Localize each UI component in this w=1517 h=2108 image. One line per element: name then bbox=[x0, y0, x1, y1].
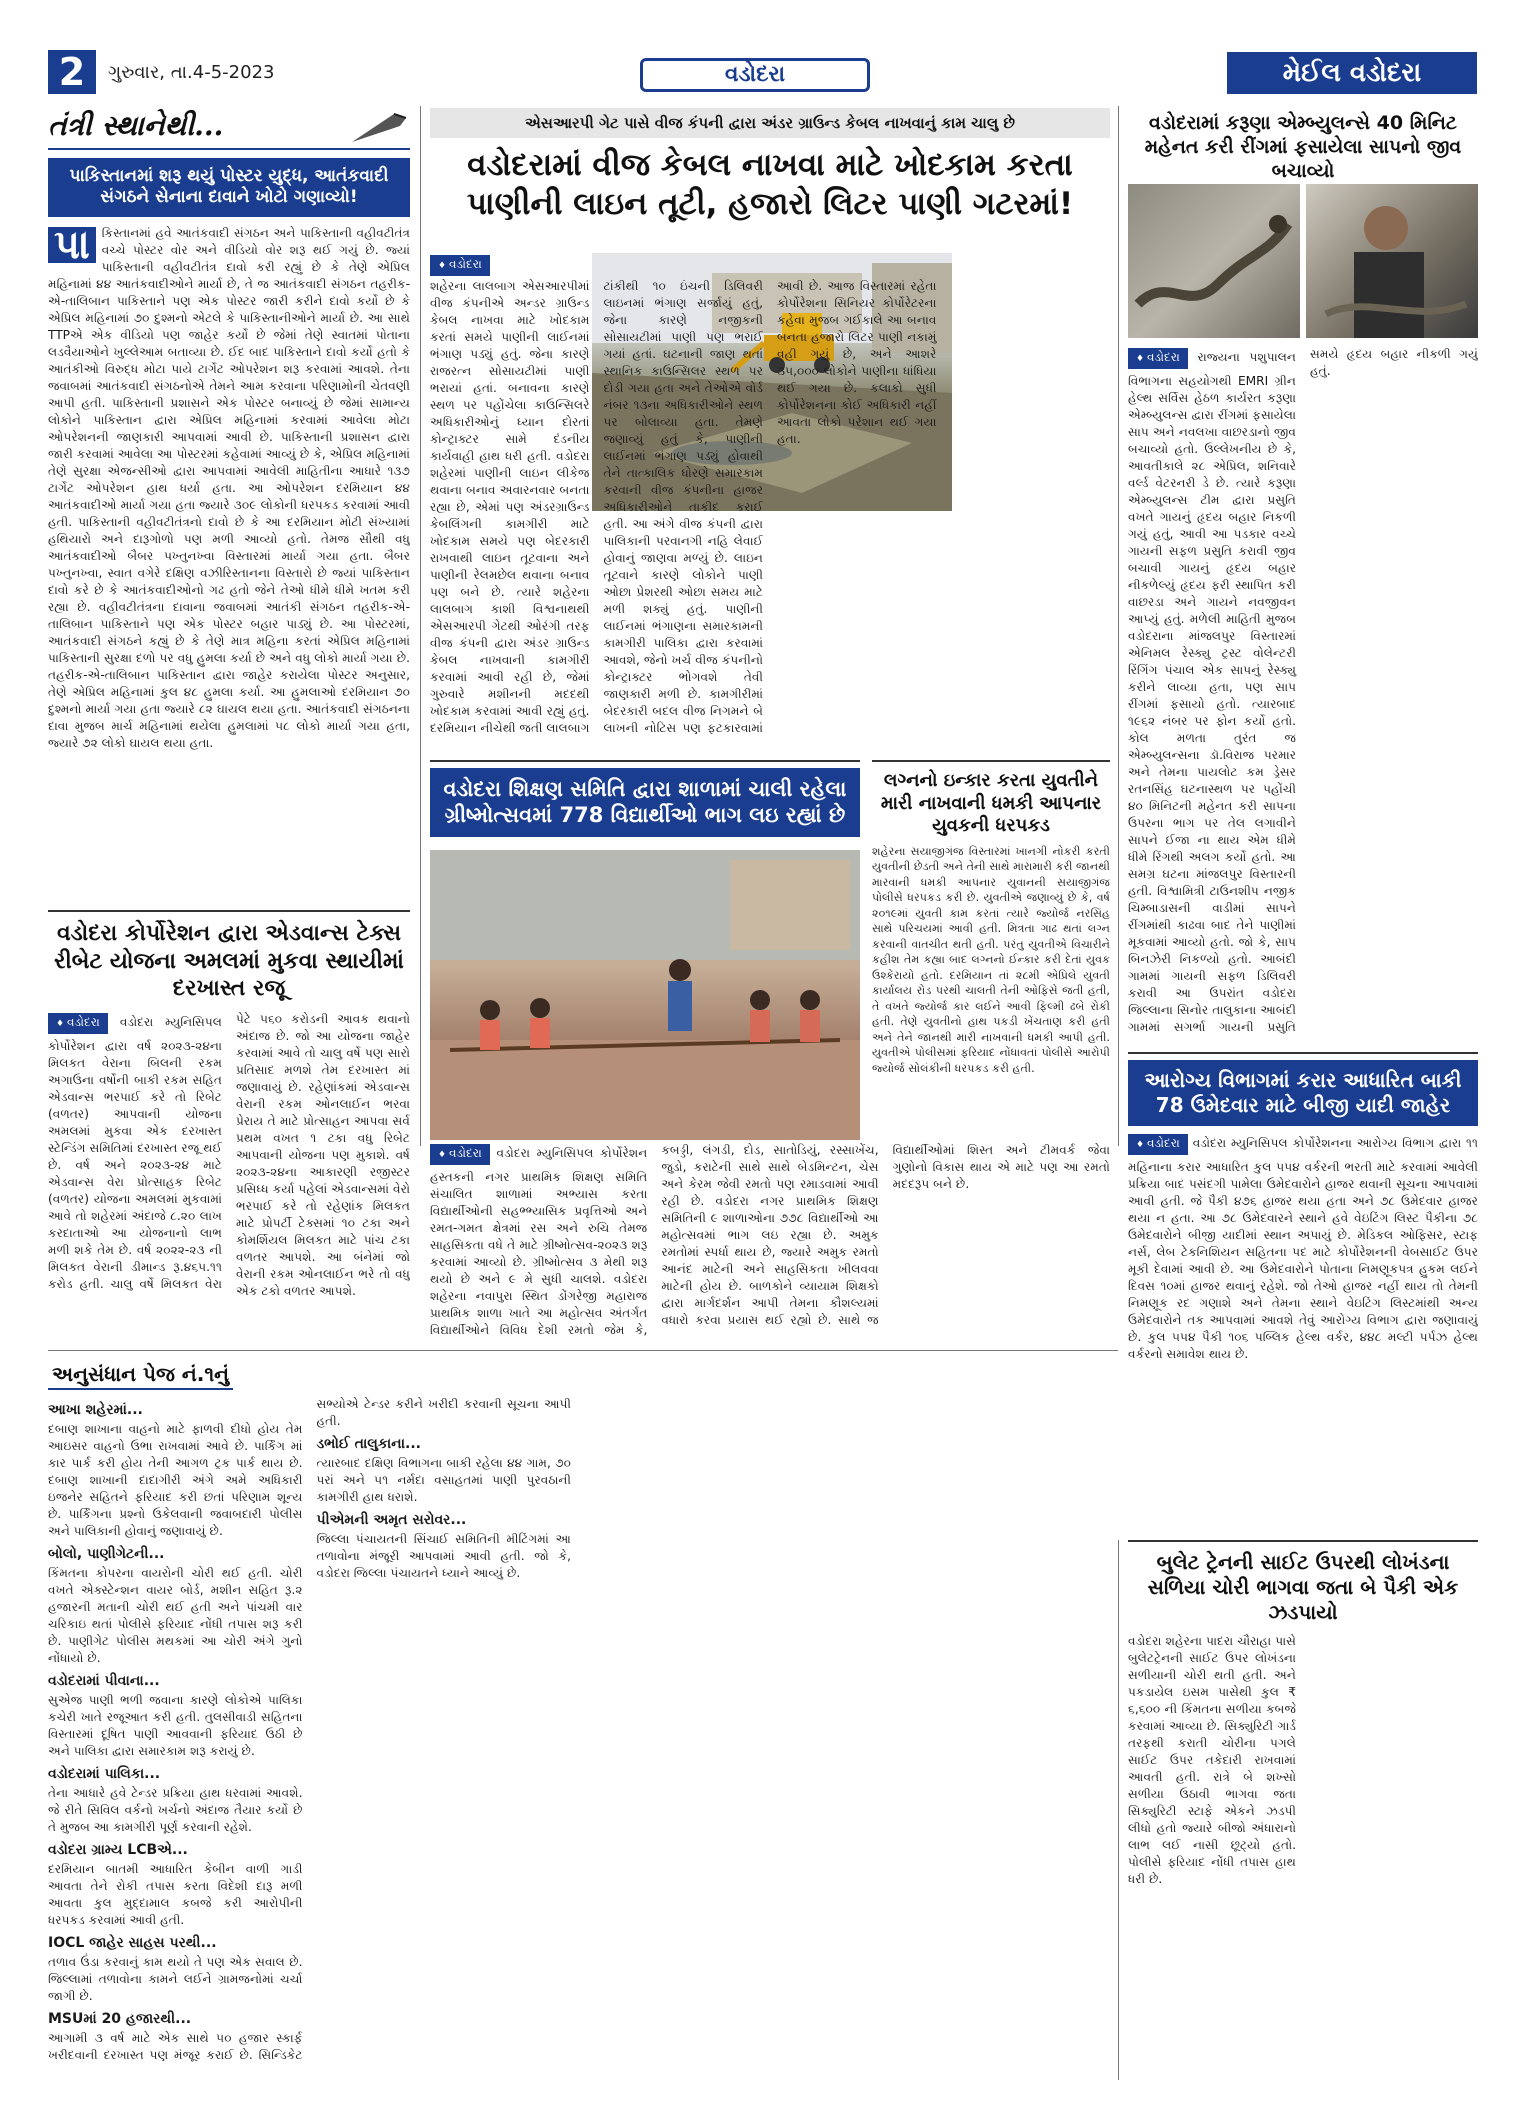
continuation-body: દરમિયાન બાતમી આધારિત કેબીન વાળી ગાડી આવતા તેને રોકી તપાસ કરતા વિદેશી દારૂ મળી આવતા કુલ મુદ્દામાલ કબજે કરી આરોપીની ધરપકડ કરવામાં આવી હતી. bbox=[48, 1862, 303, 1927]
editorial-headline: પાકિસ્તાનમાં શરૂ થયું પોસ્ટર યુદ્ધ, આતંકવાદી સંગઠને સેનાના દાવાને ખોટો ગણાવ્યો! bbox=[48, 158, 410, 217]
tax-rebate-body: વડોદરા મ્યુનિસિપલ કોર્પોરેશન દ્વારા વર્ષ ૨૦૨૩-૨૪ના મિલકત વેરાના બિલની રકમ અગાઉના વર્ષોની બાકી રકમ સહિત એડવાન્સ ભરપાઈ કરે તો રિબેટ (વળતર) આપવાની યોજના અમલમાં મુકવા એક દરખાસ્ત સ્ટેન્ડિંગ સમિતિમાં દરખાસ્ત રજૂ થઈ છે. વર્ષ અને ૨૦૨૩-૨૪ માટે એડવાન્સ વેરા પ્રોત્સાહક રિબેટ (વળતર) યોજના અમલમાં મુકવામાં આવે તો શહેરમાં અંદાજે ૮.૨૦ લાખ કરદાતાઓ આ યોજનાનો લાભ મળી શકે તેમ છે. વર્ષ ૨૦૨૨-૨૩ ની મિલકત વેરાની ડીમાન્ડ રૂ.૪૬૫.૧૧ કરોડ હતી. ચાલુ વર્ષે મિલકત વેરા પેટે ૫૬૦ કરોડની આવક થવાનો અંદાજ છે. જો આ યોજના જાહેર કરવામાં આવે તો ચાલુ વર્ષે પણ સારો પ્રતિસાદ મળશે તેમ દરખાસ્ત માં જણાવાયું છે. રહેણાંકમાં એડવાન્સ વેરાની રકમ ઓનલાઈન ભરવા પ્રેરાય તે માટે પ્રોત્સાહન આપવા સર્વ પ્રથમ વખત ૧ ટકા વધુ રિબેટ આપવાની યોજના પણ મુકાશે. વર્ષ ૨૦૨૩-૨૪ના આકારણી રજીસ્ટર પ્રસિધ્ધ કર્યા પહેલાં એડવાન્સમાં વેરો ભરપાઈ કરે તો રહેણાંક મિલકત માટે પ્રોપર્ટી ટેક્સમાં ૧૦ ટકા અને કોમર્શિયલ મિલકત માટે પાંચ ટકા વળતર આપશે. આ બંનેમાં જો વેરાની રકમ ઓનલાઈન ભરે તો વધુ એક ટકો વળતર આપશે. bbox=[48, 1011, 410, 1298]
page-number: 2 bbox=[48, 50, 96, 94]
health-recruit-article bbox=[1128, 1052, 1478, 1532]
continuation-item bbox=[48, 1673, 303, 1760]
recruit-headline: આરોગ્ય વિભાગમાં કરાર આધારિત બાકી 78 ઉમેદવાર માટે બીજી યાદી જાહેર bbox=[1128, 1060, 1478, 1126]
dateline-tag: ♦ વડોદરા bbox=[430, 255, 490, 276]
cable-body: શહેરના લાલબાગ એસઆરપીમાં વીજ કંપનીએ અન્ડર ગ્રાઉન્ડ કેબલ નાખવા માટે ખોદકામ કરતાં સમયે પાણીની લાઈનમાં ભંગાણ પડ્યું હતું. જેના કારણે રાજરત્ન સોસાયટીમાં પાણી ભરાયાં હતાં. બનાવના કારણે સ્થળ પર પહોંચેલા કાઉન્સિલરે અધિકારીઓનું ધ્યાન દોરતાં કોન્ટ્રાક્ટર સામે દંડનીય કાર્યવાહી હાથ ધરી હતી. વડોદરા શહેરમાં પાણીની લાઇન લીકેજ થવાના બનાવ અવારનવાર બનતા રહ્યા છે, એમાં પણ અંડરગ્રાઉન્ડ કેબલિંગની કામગીરી માટે ખોદકામ સમયે પણ બેદરકારી રાખવાથી લાઇન તૂટવાના અને પાણીની રેલમછેલ થવાના બનાવ પણ બને છે. ત્યારે શહેરના લાલબાગ કાશી વિશ્વનાથથી એસઆરપી ગેટથી ઓરંગી તરફ વીજ કંપની દ્વારા અંડર ગ્રાઉન્ડ કેબલ નાખવાની કામગીરી કરવામાં આવી રહી છે, જેમાં ગુરુવારે મશીનની મદદથી ખોદકામ કરવામાં આવી રહ્યું હતું. દરમિયાન નીચેથી જતી લાલબાગ ટાંકીથી ૧૦ ઇંચની ડિલિવરી લાઇનમાં ભંગાણ સર્જાયું હતું, જેના કારણે નજીકની સોસાયટીમાં પાણી પણ ભરાઈ ગયાં હતાં. ઘટનાની જાણ થતાં સ્થાનિક કાઉન્સિલર સ્થળ પર દોડી ગયા હતા અને તેઓએ વોર્ડ નંબર ૧૩ના અધિકારીઓને સ્થળ પર બોલાવ્યા હતા. તેમણે જણાવ્યું હતું કે, પાણીની લાઈનમાં ભંગાણ પડ્યું હોવાથી તેને તાત્કાલિક ધોરણે સમારકામ કરવાની વીજ કંપનીના હાજર અધિકારીઓને તાકીદ કરાઈ હતી. આ અંગે વીજ કંપની દ્વારા પાલિકાની પરવાનગી નહિ લેવાઈ હોવાનું જાણવા મળ્યું છે. લાઇન તૂટવાને કારણે લોકોને પાણી ઓછા પ્રેશરથી ઓછા સમય માટે મળી શક્યું હતું. પાણીની લાઈનમાં ભંગાણના સમારકામની કામગીરી પાલિકા દ્વારા કરવામાં આવશે, જેનો ખર્ચ વીજ કંપનીનો કોન્ટ્રાક્ટર ભોગવશે તેવી જાણકારી મળી છે. કામગીરીમાં બેદરકારી બદલ વીજ નિગમને બે લાખની નોટિસ પણ ફટકારવામાં આવી છે. આજ વિસ્તારમાં રહેતા કોર્પોરેશના સિનિયર કોર્પોરેટરના કહેવા મુજબ ગઈકાલે આ બનાવ બનતા હજારો લિટર પાણી નકામું વહી ગયું છે, અને આશરે ૩૫,૦૦૦ લોકોને પાણીના ધાંધિયા થઈ ગયા છે. કલાકો સુધી કોર્પોરેશનના કોઈ અધિકારી નહીં આવતા લોકો પરેશાન થઈ ગયા હતા. bbox=[430, 279, 937, 735]
dateline-tag: ♦ વડોદરા bbox=[1128, 348, 1188, 369]
continuation-body: તળાવ ઉંડા કરવાનું કામ થયો તે પણ એક સવાલ છે. જિલ્લામાં તળાવોના કામને લઈને ગ્રામજનોમાં ચર્ચા જાગી છે. bbox=[48, 1955, 303, 2003]
snake-headline: વડોદરામાં કરૂણા એમ્બ્યુલન્સે 40 મિનિટ મહેનત કરી રીંગમાં ફસાયેલા સાપનો જીવ બચાવ્યો bbox=[1144, 112, 1462, 182]
editorial-body: કિસ્તાનમાં હવે આતંકવાદી સંગઠન અને પાકિસ્તાની વહીવટીતંત્ર વચ્ચે પોસ્ટર વોર અને વીડિયો વોર શરૂ થઈ ગયું છે. જ્યાં પાકિસ્તાની વહીવટીતંત્ર દાવો કરી રહ્યું છે કે તેણે એપ્રિલ મહિનામાં ૪૪ આતંકવાદીઓને માર્યા છે, તે જ આતંકવાદી સંગઠન તહરીક-એ-તાલિબાન પાકિસ્તાને પણ એક પોસ્ટર જારી કરીને દાવો કર્યો છે કે એપ્રિલ મહિનામાં ૭૦ દુશ્મનો એટલે કે પાકિસ્તાનીઓને માર્યા છે. આ સાથે TTPએ એક વીડિયો પણ જાહેર કર્યો છે જેમાં તેણે સ્વાતમાં પોતાના લડવૈયાઓને ખુલ્લેઆમ બતાવ્યા છે. ઈદ બાદ પાકિસ્તાને દાવો કર્યો હતો કે આતંકીઓ વિરુદ્ધ મોટા પાયે ટાર્ગેટ ઓપરેશન શરૂ કરવામાં આવશે. તેના જવાબમાં આતંકવાદી સંગઠનોએ તેમને આમ કરવાના પરિણામોની ચેતવણી આપી હતી. પાકિસ્તાની પ્રશાસને એક પોસ્ટર બનાવ્યું છે જેમાં સામાન્ય લોકોને પાકિસ્તાન દ્વારા એપ્રિલ મહિનામાં કરવામાં આવેલા મોટા ઓપરેશનની જાણકારી આપવામાં આવી છે. પાકિસ્તાની પ્રશાસન દ્વારા જારી કરવામાં આવેલા આ પોસ્ટરમાં કહેવામાં આવ્યું છે કે, એપ્રિલ મહિનામાં તેણે સુરક્ષા એજન્સીઓ દ્વારા આપવામાં આવેલી માહિતીના આધારે ૧૩૭ ટાર્ગેટ ઓપરેશન હાથ ધર્યા હતા. આ ઓપરેશન દરમિયાન ૪૪ આતંકવાદીઓ માર્યા ગયા હતા જ્યારે ૩૦૯ લોકોની ધરપકડ કરવામાં આવી હતી. પાકિસ્તાની વહીવટીતંત્રનો દાવો છે કે આ દરમિયાન મોટી સંખ્યામાં હથિયારો અને દારૂગોળો પણ મળી આવ્યો હતો. તેમજ સૌથી વધુ આતંકવાદીઓ બૈબર પખ્તુનખ્વા વિસ્તારમાં માર્યા ગયા હતા. બૈબર પખ્તુનખ્વા, સ્વાત વગેરે દક્ષિણ વઝીરિસ્તાનના વિસ્તારો છે જ્યાં પાકિસ્તાન દાવો કરે છે કે આતંકવાદીઓનો ગઢ હતો જેને તેઓ ધીમે ધીમે ખતમ કરી રહ્યા છે. વહીવટીતંત્રના દાવાના જવાબમાં આતંકી સંગઠન તહરીક-એ-તાલિબાન પાકિસ્તાને પણ એક પોસ્ટર બહાર પાડ્યું છે. આ પોસ્ટરમાં, આતંકવાદી સંગઠને કહ્યું છે કે તેણે માત્ર મહિના કરતાં એપ્રિલ મહિનામાં પાકિસ્તાની સુરક્ષા દળો પર વધુ હુમલા કર્યા છે અને વધુ લોકો માર્યા ગયા છે. તહરીક-એ-તાલિબાન પાકિસ્તાન દ્વારા જાહેર કરાયેલા પોસ્ટર અનુસાર, તેણે એપ્રિલ મહિનામાં કુલ ૪૮ હુમલા કર્યા. આ હુમલાઓ દરમિયાન ૭૦ દુશ્મનો માર્યા ગયા હતા જ્યારે ૮૨ ઘાયલ થયા હતા. આતંકવાદી સંગઠનના દાવા મુજબ માર્ચ મહિનામાં થયેલા હુમલામાં ૫૮ લોકો માર્યા ગયા હતા, જ્યારે ૭૨ લોકો ઘાયલ થયા હતા. bbox=[48, 225, 410, 750]
continuation-item bbox=[48, 1842, 303, 1929]
school-body-block bbox=[430, 1142, 1110, 1342]
continuation-item bbox=[48, 1546, 303, 1667]
school-headline: વડોદરા શિક્ષણ સમિતિ દ્વારા શાળામાં ચાલી રહેલા ગ્રીષ્મોત્સવમાં 778 વિદ્યાર્થીઓ ભાગ લઇ રહ્યાં છે bbox=[430, 768, 860, 837]
continuation-item bbox=[48, 1766, 303, 1836]
school-festival-article bbox=[430, 760, 860, 1140]
continuation-body: સુએજ પાણી ભળી જવાના કારણે લોકોએ પાલિકા કચેરી ખાતે રજૂઆત કરી હતી. તુલસીવાડી સહિતના વિસ્તારમાં દૂષિત પાણી આવવાની ફરિયાદ ઉઠી છે અને પાલિકા દ્વારા સમારકામ શરૂ કરાયું છે. bbox=[48, 1693, 303, 1758]
bullet-headline: બુલેટ ટ્રેનની સાઈટ ઉપરથી લોખંડના સળિયા ચોરી ભાગવા જતા બે પૈકી એક ઝડપાયો bbox=[1147, 1550, 1459, 1624]
cable-kicker: એસઆરપી ગેટ પાસે વીજ કંપની દ્વારા અંડર ગ્રાઉન્ડ કેબલ નાખવાનું કામ ચાલુ છે bbox=[430, 108, 1110, 138]
continuation-subhead: વડોદરામાં પાલિકા... bbox=[48, 1766, 161, 1782]
recruit-body: વડોદરા મ્યુનિસિપલ કોર્પોરેશનના આરોગ્ય વિભાગ દ્વારા ૧૧ મહિનાના કરાર આધારિત કુલ ૫૫૪ વર્કરની ભરતી માટે કરવામાં આવેલી પ્રક્રિયા બાદ પસંદગી પામેલા ઉમેદવારોને હાજર થવાની સૂચના આપવામાં આવી હતી. જે પૈકી ૪૭૬ હાજર થયા હતા અને ૭૮ ઉમેદવાર હાજર થયા ન હતા. આ ૭૮ ઉમેદવારને સ્થાને હવે વેઇટિંગ લિસ્ટ પૈકીના ૭૮ ઉમેદવારોને બીજી યાદીમાં સ્થાન અપાયું છે. મેડિકલ ઓફિસર, સ્ટાફ નર્સ, લેબ ટેકનિશિયન સહિતના પદ માટે કોર્પોરેશનની વેબસાઈટ ઉપર મૂકી દેવામાં આવી છે. આ ઉમેદવારોને પોતાના નિમણૂકપત્ર હુકમ લઈને દિવસ ૧૦માં હાજર થવાનું રહેશે. જો તેઓ હાજર નહીં થાય તો તેમની નિમણૂક રદ ગણાશે અને તેમના સ્થાને વેઇટિંગ લિસ્ટમાંથી અન્ય ઉમેદવારોને તક આપવામાં આવશે તેવું આરોગ્ય વિભાગ દ્વારા જણાવાયું છે. કુલ ૫૫૪ પૈકી ૧૦૬ પબ્લિક હેલ્થ વર્કર, ૪૪૮ મલ્ટી પર્પઝ હેલ્થ વર્કરનો સમાવેશ થાય છે. bbox=[1128, 1136, 1478, 1361]
continuation-item bbox=[317, 1436, 572, 1506]
school-body: વડોદરા મ્યુનિસિપલ કોર્પોરેશન હસ્તકની નગર પ્રાથમિક શિક્ષણ સમિતિ સંચાલિત શાળામાં અભ્યાસ કરતા વિદ્યાર્થીઓની સહભ્ભ્યાસિક પ્રવૃત્તિઓ અને રમત-ગમત ક્ષેત્રમાં રસ અને રુચિ તેમજ સાહસિકતા વધે તે માટે ગ્રીષ્મોત્સવ-૨૦૨૩ શરૂ કરવામાં આવ્યો છે. ગ્રીષ્મોત્સવ ૩ મેથી શરૂ થયો છે અને ૯ મે સુધી ચાલશે. વડોદરા શહેરના નવાપુરા સ્થિત ડોંગરેજી મહારાજ પ્રાથમિક શાળા ખાતે આ મહોત્સવ અંતર્ગત વિદ્યાર્થીઓને વિવિધ દેશી રમતો જેમ કે, કબડ્ડી, લંગડી, દોડ, સાતોડિયું, રસ્સાખેંચ, જુડો, કરાટેની સાથે સાથે બેડમિન્ટન, ચેસ અને કેરમ જેવી રમતો પણ રમાડવામાં આવી રહી છે. વડોદરા નગર પ્રાથમિક શિક્ષણ સમિતિની ૯ શાળાઓના ૭૭૮ વિદ્યાર્થીઓ આ મહોત્સવમાં ભાગ લઇ રહ્યા છે. અમુક રમતોમાં સ્પર્ધા થાય છે, જ્યારે અમુક રમતો આનંદ માટેની અને સાહસિકતા ખીલવવા માટેની હોય છે. બાળકોને વ્યાયામ શિક્ષકો દ્વારા માર્ગદર્શન આપી તેમના કૌશલ્યમાં વધારો કરવા પ્રયાસ થઈ રહ્યો છે. સાથે જ વિદ્યાર્થીઓમાં શિસ્ત અને ટીમવર્ક જેવા ગુણોનો વિકાસ થાય એ માટે પણ આ રમતો મદદરૂપ બને છે. bbox=[430, 1143, 1110, 1337]
fountain-pen-icon bbox=[350, 108, 410, 144]
editorial-dropcap: પા bbox=[48, 227, 96, 263]
continuation-item bbox=[48, 1935, 303, 2005]
tax-rebate-article bbox=[48, 910, 410, 1340]
continuation-subhead: MSUમાં 20 હજારથી... bbox=[48, 2011, 192, 2027]
snake-body: રાજ્યના પશુપાલન વિભાગના સહયોગથી EMRI ગ્રીન હેલ્થ સર્વિસ હેઠળ કાર્યરત કરૂણા એમ્બ્યુલન્સ દ્વારા રીંગમાં ફસાયેલા સાપ અને નવલખા વાછરડાનો જીવ બચાવ્યો હતો. ઉલ્લેખનીય છે કે, આવતીકાલે ૨૮ એપ્રિલ, શનિવારે વર્લ્ડ વેટરનરી ડે છે. ત્યારે કરૂણા એમ્બ્યુલન્સ ટીમ દ્વારા પ્રસુતિ વખતે ગાયનું હૃદય બહાર નિકળી ગયું હતું, આવી આ પડકાર વચ્ચે ગાયની સફળ પ્રસુતિ કરાવી જીવ બચાવી ગાયનું હૃદય બહાર નીકળેલ્યું હૃદય ફરી સ્થાપિત કરી વાછરડા અને ગાયને નવજીવન આપ્યું હતું. મળેલી માહિતી મુજબ વડોદરાના માંજલપુર વિસ્તારમાં એનિમલ રેસ્ક્યુ ટ્રસ્ટ વોલેન્ટરી રિંગિંગ પંચાલ એક સાપનું રેસ્ક્યુ કરીને લાવ્યા હતા, પણ સાપ રીંગમાં ફસાયો હતો. ત્યારબાદ ૧૯૬૨ નંબર પર ફોન કર્યો હતો. કોલ મળતા તુરંત જ એમ્બ્યુલન્સના ડૉ.વિરાજ પરમાર અને તેમના પાયલોટ કમ ડ્રેસર રતનસિંહ ઘટનાસ્થળ પર પહોંચી ૪૦ મિનિટની મહેનત કરી સાપના ઉપરના ભાગ પર તેલ લગાવીને સાપને ઈજા ના થાય એમ ધીમે ધીમે રિંગથી અલગ કર્યો હતો. આ સમગ્ર ઘટના માંજલપુર વિસ્તારની હતી. વિશ્વામિત્રી ટાઉનશીપ નજીક ચિમ્બાડાસની વાડીમાં સાપને રીંગમાંથી કાઢવા બાદ તેને પાણીમાં મૂકવામાં આવ્યો હતો. જો કે, સાપ બિનઝેરી નિકળ્યો હતો. આબંદી ગામમાં ગાયની સફળ ડિલિવરી કરાવી આ ઉપરાંત વડોદરા જિલ્લાના સિનોર તાલુકાના આબંદી ગામમાં સગર્ભા ગાયની પ્રસુતિ સમયે હૃદય બહાર નીકળી ગયું હતું. bbox=[1128, 347, 1478, 1034]
editorial-column bbox=[48, 108, 410, 908]
editorial-title: તંત્રી સ્થાનેથી... bbox=[48, 109, 224, 142]
continuation-subhead: બોલો, પાણીગેટની... bbox=[48, 1546, 165, 1562]
continuation-subhead: ડભોઈ તાલુકાના... bbox=[316, 1436, 421, 1452]
continuation-item bbox=[48, 1402, 303, 1540]
continuation-columns bbox=[48, 1396, 1108, 2076]
bullet-train-article bbox=[1128, 1540, 1478, 2080]
continuation-subhead: આખા શહેરમાં... bbox=[48, 1402, 143, 1418]
dateline-tag: ♦ વડોદરા bbox=[48, 1013, 108, 1034]
continuation-body: તેના આધારે હવે ટેન્ડર પ્રક્રિયા હાથ ધરવામાં આવશે. જે રીતે સિવિલ વર્કનો ખર્ચનો અંદાજ તૈયાર કર્યો છે તે મુજબ આ કામગીરી પૂર્ણ કરવાની રહેશે. bbox=[48, 1786, 303, 1834]
marriage-body: શહેરના સયાજીગંજ વિસ્તારમાં ખાનગી નોકરી કરતી યુવતીની છેડતી અને તેની સાથે મારામારી કરી જાનથી મારવાની ધમકી આપનાર યુવાનની સયાજીગંજ પોલીસે ધરપકડ કરી છે. યુવતીએ જણાવ્યું છે કે, વર્ષ ૨૦૧૯માં યુવતી કામ કરતાં ત્યારે જ્યોર્જ નરસિંહ સાથે પરિચયમાં આવી હતી. મિત્રતા ગાઢ થતાં લગ્ન કરવાની વાતચીત થતી હતી. પરંતુ યુવતીએ વિચારીને કહીશ તેમ કહ્યા બાદ લગ્નનો ઈન્કાર કરી દેતાં યુવક ઉશ્કેરાયો હતો. દરમિયાન તાં ૨૮મી એપ્રિલે યુવતી કાર્યાલય રોડ પરથી ચાલતી તેની ઓફિસે જતી હતી, તે વખતે જ્યોર્જ કાર લઈને આવી ફિલ્મી ઢબે રોકી હતી. તેણે યુવતીનો હાથ પકડી ખેંચતાણ કરી હતી અને તેને જાનથી મારી નાખવાની ધમકી આપી હતી. યુવતીએ પોલીસમાં ફરિયાદ નોંધાવતાં પોલીસે આરોપી જ્યોર્જ સોલંકીની ધરપકડ કરી હતી. bbox=[872, 844, 1110, 1075]
bullet-body: વડોદરા શહેરના પાદરા ચૌરાહા પાસે બુલેટટ્રેનની સાઈટ ઉપર લોખંડના સળીયાની ચોરી થતી હતી. અને પકડાયેલ ઇસમ પાસેથી કુલ ₹ ૬,૬૦૦ ની કિંમતના સળીયા કબજે કરવામાં આવ્યા છે. સિક્યુરિટી ગાર્ડ તરફથી કરાતી ચોરીના પગલે સાઈટ ઉપર તકેદારી રાખવામાં આવતી હતી. રાત્રે બે શખ્સો સળીયા ઉઠાવી ભાગવા જતા સિક્યુરિટી સ્ટાફે એકને ઝડપી લીધો હતો જ્યારે બીજો અંધારાનો લાભ લઈ નાસી છૂટ્યો હતો. પોલીસે ફરિયાદ નોંધી તપાસ હાથ ધરી છે. bbox=[1128, 1634, 1296, 1886]
continuation-body: ત્યારબાદ દક્ષિણ વિભાગના બાકી રહેલા ૪૪ ગામ, ૭૦ પરાં અને ૫૧ નર્મદા વસાહતમાં પાણી પુરવઠાની કામગીરી હાથ ધરાશે. bbox=[316, 1456, 571, 1504]
continuation-subhead: IOCL જાહેર સાહસ પરથી... bbox=[48, 1935, 217, 1951]
rescuer-photo bbox=[1306, 184, 1478, 338]
continuation-body: આગામી ૩ વર્ષ માટે એક સાથે ૫૦ હજાર સ્કાર્ફ ખરીદવાની દરખાસ્ત પણ મંજૂર કરાઈ છે. સિન્ડિકેટ સભ્યોએ ટેન્ડર કરીને ખરીદી કરવાની સૂચના આપી હતી. bbox=[48, 1397, 571, 2062]
dateline-tag: ♦ વડોદરા bbox=[1128, 1134, 1188, 1155]
masthead: મેઈલ વડોદરા bbox=[1227, 52, 1477, 94]
tax-rebate-headline: વડોદરા કોર્પોરેશન દ્વારા એડવાન્સ ટેક્સ રીબેટ યોજના અમલમાં મુકવા સ્થાયીમાં દરખાસ્ત રજૂ bbox=[54, 921, 404, 1001]
issue-date: ગુરુવાર, તા.4-5-2023 bbox=[108, 62, 275, 83]
continuation-body: જિલ્લા પંચાયતની સિંચાઈ સમિતિની મીટિંગમાં આ તળાવોના મંજૂરી આપવામાં આવી હતી. જો કે, વડોદરા જિલ્લા પંચાયતને ધ્યાને આવ્યું છે. bbox=[316, 1532, 571, 1580]
continuation-body: કિંમતના કોપરના વાયરોની ચોરી થઈ હતી. ચોરી વખતે એક્સ્ટેન્શન વાયર બોર્ડ, મશીન સહિત રૂ.૨ હજારની મતાની ચોરી થઈ હતી અને પાંચમી વાર ચરિકાઇ થતાં પોલીસે ફરિયાદ નોંધી તપાસ શરૂ કરી છે. પાણીગેટ પોલીસ મથકમાં આ ચોરી અંગે ગુનો નોંધાયો છે. bbox=[48, 1566, 303, 1665]
marriage-headline: લગ્નનો ઇન્કાર કરતા યુવતીને મારી નાખવાની ધમકી આપનાર યુવકની ધરપકડ bbox=[880, 770, 1102, 836]
dateline-tag: ♦ વડોદરા bbox=[430, 1144, 490, 1165]
continuation-section bbox=[48, 1360, 1108, 2080]
continuation-subhead: પીએમની અમૃત સરોવર... bbox=[316, 1512, 467, 1528]
snake-photo bbox=[1128, 184, 1300, 338]
continuation-body: દબાણ શાખાના વાહનો માટે ફાળવી દીધો હોય તેમ આઇસર વાહનો ઉભા રાખવામાં આવે છે. પાર્કિંગ માં કાર પાર્ક કરી હોય તેની આગળ ટ્રક પાર્ક થાય છે. દબાણ શાખાની દાદાગીરી અંગે અમે અધિકારી ઇજનેર સહિતને ફરિયાદ કરી છતાં પરિણામ શૂન્ય છે. પાર્કિંગના પ્રશ્નો ઉકેલવાની જવાબદારી પોલીસ અને પાલિકાની હોવાનું જણાવાયું છે. bbox=[48, 1422, 303, 1538]
cable-article bbox=[430, 108, 1110, 748]
cable-headline: વડોદરામાં વીજ કેબલ નાખવા માટે ખોદકામ કરતા પાણીની લાઇન તૂટી, હજારો લિટર પાણી ગટરમાં! bbox=[466, 147, 1074, 222]
snake-rescue-article bbox=[1128, 108, 1478, 1048]
edition-label: વડોદરા bbox=[640, 58, 870, 92]
page-header bbox=[0, 0, 1517, 95]
tug-of-war-photo bbox=[430, 850, 860, 1140]
continuation-subhead: વડોદરા ગ્રામ્ય LCBએ... bbox=[48, 1842, 188, 1858]
marriage-threat-article bbox=[872, 760, 1110, 1140]
continuation-subhead: વડોદરામાં પીવાના... bbox=[48, 1673, 160, 1689]
continuation-title: અનુસંધાન પેજ નં.૧નું bbox=[48, 1360, 233, 1390]
continuation-item bbox=[317, 1512, 572, 1582]
